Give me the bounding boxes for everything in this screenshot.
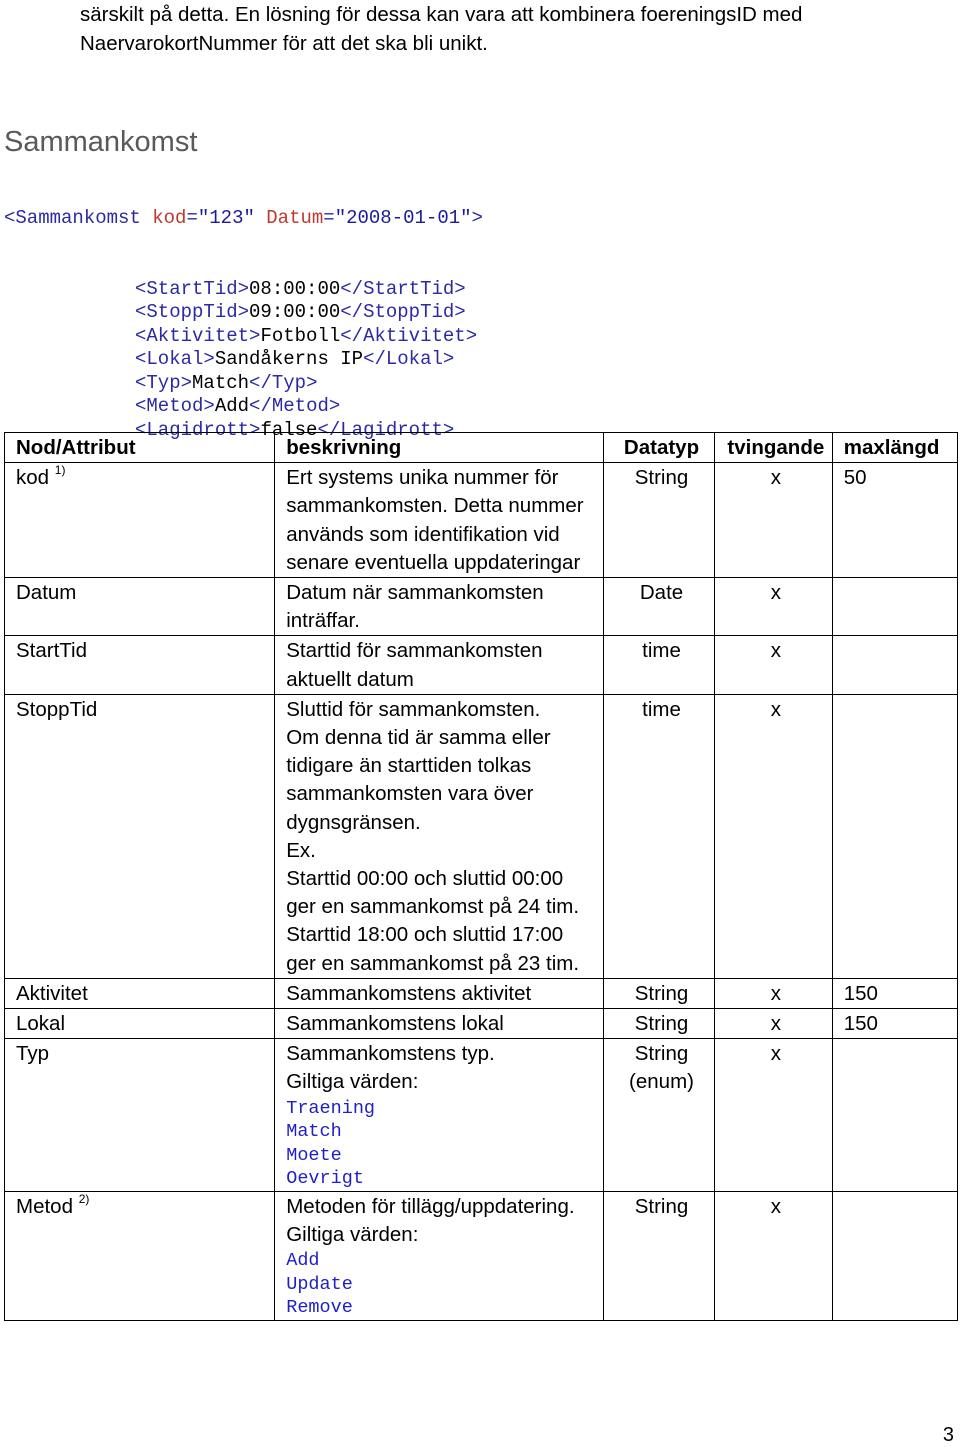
description-line: används som identifikation vid bbox=[286, 522, 560, 546]
required-mark: x bbox=[770, 1194, 781, 1218]
xml-tag: Aktivitet bbox=[146, 324, 250, 347]
cell-description bbox=[275, 578, 604, 636]
intro-text bbox=[80, 0, 940, 58]
enum-value: Update bbox=[286, 1273, 353, 1295]
cell-datatype bbox=[604, 636, 715, 694]
datatype-value: String bbox=[634, 981, 689, 1005]
table-body bbox=[5, 463, 958, 1320]
node-name: Typ bbox=[16, 1042, 50, 1066]
description-line: Giltiga värden: bbox=[286, 1222, 419, 1246]
table-row bbox=[5, 978, 958, 1008]
datatype-value: Date bbox=[639, 581, 684, 605]
cell-maxlength bbox=[832, 463, 957, 578]
datatype-value: String bbox=[634, 1042, 689, 1066]
intro-line-2: NaervarokortNummer för att det ska bli unikt. bbox=[80, 32, 488, 55]
xml-tag: Lokal bbox=[385, 348, 443, 370]
xml-root-tag: Sammankomst bbox=[15, 207, 141, 229]
description-line: Sammankomstens lokal bbox=[286, 1012, 504, 1036]
enum-value: Add bbox=[286, 1250, 320, 1272]
cell-description bbox=[275, 1191, 604, 1320]
cell-required bbox=[714, 463, 832, 578]
description-line: tidigare än starttiden tolkas bbox=[286, 754, 532, 778]
xml-value: Match bbox=[192, 371, 250, 394]
cell-node bbox=[5, 636, 275, 694]
description-line: Sluttid för sammankomsten. bbox=[286, 697, 541, 721]
xml-tag: Aktivitet bbox=[363, 324, 466, 347]
maxlength-value: 150 bbox=[843, 1012, 878, 1036]
datatype-value: String bbox=[634, 1194, 689, 1218]
cell-maxlength bbox=[832, 636, 957, 694]
required-mark: x bbox=[770, 1042, 781, 1066]
table-row bbox=[5, 694, 958, 978]
cell-required bbox=[714, 694, 832, 978]
xml-element-line: <Typ>Match</Typ> bbox=[135, 371, 318, 394]
header-maxlength: maxlängd bbox=[832, 433, 957, 463]
xml-example bbox=[4, 160, 483, 466]
cell-description bbox=[275, 463, 604, 578]
description-line: Sammankomstens aktivitet bbox=[286, 981, 532, 1005]
node-name: Aktivitet bbox=[16, 981, 88, 1005]
cell-maxlength bbox=[832, 978, 957, 1008]
footnote-marker: 1) bbox=[54, 463, 66, 478]
xml-value: Add bbox=[214, 395, 250, 417]
description-line: inträffar. bbox=[286, 609, 360, 633]
cell-maxlength bbox=[832, 1009, 957, 1039]
xml-value: Fotboll bbox=[260, 324, 341, 347]
description-line: Starttid 18:00 och sluttid 17:00 bbox=[286, 923, 564, 947]
cell-description bbox=[275, 636, 604, 694]
table-row bbox=[5, 463, 958, 578]
xml-tag: StoppTid bbox=[363, 301, 455, 323]
cell-datatype bbox=[604, 694, 715, 978]
xml-open-line: <Sammankomst kod="123" Datum="2008-01-01"> bbox=[4, 207, 483, 229]
description-line: sammankomsten vara över bbox=[286, 782, 534, 806]
xml-attr-value: "123" bbox=[197, 207, 255, 229]
xml-attr-name: kod bbox=[152, 207, 187, 229]
xml-element-line: <Metod>Add</Metod> bbox=[135, 395, 341, 417]
xml-tag: Typ bbox=[146, 371, 181, 394]
xml-element-line: <Aktivitet>Fotboll</Aktivitet> bbox=[135, 324, 478, 347]
cell-required bbox=[714, 578, 832, 636]
table-row bbox=[5, 1039, 958, 1191]
cell-datatype bbox=[604, 463, 715, 578]
datatype-value: time bbox=[642, 697, 681, 721]
enum-value: Match bbox=[286, 1121, 342, 1143]
xml-tag: Lagidrott bbox=[146, 418, 250, 441]
cell-maxlength bbox=[832, 1039, 957, 1191]
node-name: StartTid bbox=[16, 639, 88, 663]
node-name: Datum bbox=[16, 581, 77, 605]
description-line: Giltiga värden: bbox=[286, 1070, 419, 1094]
cell-description bbox=[275, 978, 604, 1008]
description-line: dygnsgränsen. bbox=[286, 810, 421, 834]
xml-tag: Lokal bbox=[146, 348, 204, 370]
description-line: ger en sammankomst på 24 tim. bbox=[286, 895, 580, 919]
cell-node bbox=[5, 1039, 275, 1191]
node-name: StoppTid bbox=[16, 697, 98, 721]
cell-description bbox=[275, 694, 604, 978]
table-row bbox=[5, 636, 958, 694]
datatype-value: time bbox=[642, 639, 681, 663]
table-row bbox=[5, 1009, 958, 1039]
cell-node bbox=[5, 1191, 275, 1320]
cell-node bbox=[5, 978, 275, 1008]
enum-value: Oevrigt bbox=[286, 1168, 364, 1190]
datatype-value: String bbox=[634, 466, 689, 490]
cell-datatype bbox=[604, 1039, 715, 1191]
cell-required bbox=[714, 1009, 832, 1039]
cell-node bbox=[5, 1009, 275, 1039]
section-heading: Sammankomst bbox=[4, 126, 198, 158]
xml-value: Sandåkerns IP bbox=[214, 348, 364, 370]
node-name: kod bbox=[16, 466, 50, 490]
cell-required bbox=[714, 636, 832, 694]
datatype-value: String bbox=[634, 1012, 689, 1036]
cell-datatype bbox=[604, 1191, 715, 1320]
description-line: Datum när sammankomsten bbox=[286, 581, 544, 605]
cell-description bbox=[275, 1009, 604, 1039]
xml-element-line: <Lokal>Sandåkerns IP</Lokal> bbox=[135, 348, 455, 370]
description-line: Metoden för tillägg/uppdatering. bbox=[286, 1194, 575, 1218]
xml-element-line: <StoppTid>09:00:00</StoppTid> bbox=[135, 301, 466, 323]
description-line: Om denna tid är samma eller bbox=[286, 726, 551, 750]
xml-tag: Metod bbox=[146, 395, 204, 417]
table-row bbox=[5, 578, 958, 636]
description-line: sammankomsten. Detta nummer bbox=[286, 494, 584, 518]
required-mark: x bbox=[770, 697, 781, 721]
xml-tag: Metod bbox=[271, 395, 329, 417]
cell-maxlength bbox=[832, 578, 957, 636]
xml-tag: Lagidrott bbox=[340, 418, 443, 441]
cell-maxlength bbox=[832, 1191, 957, 1320]
cell-node bbox=[5, 578, 275, 636]
cell-node bbox=[5, 463, 275, 578]
required-mark: x bbox=[770, 581, 781, 605]
header-required: tvingande bbox=[714, 433, 832, 463]
intro-line-1: särskilt på detta. En lösning för dessa kan vara att kombinera foereningsID med bbox=[80, 3, 803, 26]
cell-required bbox=[714, 978, 832, 1008]
header-description: beskrivning bbox=[275, 433, 604, 463]
xml-element-line: <Lagidrott>false</Lagidrott> bbox=[135, 418, 455, 441]
description-line: Starttid för sammankomsten bbox=[286, 639, 543, 663]
node-name: Lokal bbox=[16, 1012, 66, 1036]
required-mark: x bbox=[770, 466, 781, 490]
cell-datatype bbox=[604, 978, 715, 1008]
cell-description bbox=[275, 1039, 604, 1191]
xml-tag: Typ bbox=[271, 371, 307, 394]
xml-element-line: <StartTid>08:00:00</StartTid> bbox=[135, 277, 466, 300]
description-line: Starttid 00:00 och sluttid 00:00 bbox=[286, 867, 564, 891]
table-row bbox=[5, 1191, 958, 1320]
page-number: 3 bbox=[942, 1424, 954, 1446]
cell-node bbox=[5, 694, 275, 978]
header-datatype: Datatyp bbox=[604, 433, 715, 463]
xml-tag: StoppTid bbox=[146, 301, 238, 323]
description-line: Ert systems unika nummer för bbox=[286, 466, 559, 490]
footnote-marker: 2) bbox=[78, 1191, 90, 1206]
xml-tag: StartTid bbox=[363, 277, 455, 300]
cell-datatype bbox=[604, 1009, 715, 1039]
description-line: Ex. bbox=[286, 838, 316, 862]
cell-required bbox=[714, 1039, 832, 1191]
xml-tag: StartTid bbox=[146, 277, 238, 300]
xml-attr-name: Datum bbox=[266, 207, 324, 229]
cell-maxlength bbox=[832, 694, 957, 978]
enum-value: Remove bbox=[286, 1297, 353, 1319]
description-line: Sammankomstens typ. bbox=[286, 1042, 495, 1066]
description-line: ger en sammankomst på 23 tim. bbox=[286, 951, 580, 975]
required-mark: x bbox=[770, 981, 781, 1005]
required-mark: x bbox=[770, 1012, 781, 1036]
maxlength-value: 150 bbox=[843, 981, 878, 1005]
xml-value: 09:00:00 bbox=[249, 301, 341, 323]
spec-table bbox=[4, 432, 958, 1321]
enum-value: Traening bbox=[286, 1097, 376, 1119]
node-name: Metod bbox=[16, 1194, 73, 1218]
xml-value: false bbox=[260, 418, 318, 441]
cell-datatype bbox=[604, 578, 715, 636]
required-mark: x bbox=[770, 639, 781, 663]
table-header-row bbox=[5, 433, 958, 463]
xml-attr-value: "2008-01-01" bbox=[334, 207, 472, 229]
cell-required bbox=[714, 1191, 832, 1320]
header-node: Nod/Attribut bbox=[5, 433, 275, 463]
description-line: aktuellt datum bbox=[286, 667, 414, 691]
maxlength-value: 50 bbox=[843, 466, 867, 490]
xml-value: 08:00:00 bbox=[249, 277, 341, 300]
datatype-qualifier: (enum) bbox=[629, 1070, 694, 1094]
xml-elements bbox=[4, 278, 483, 443]
enum-value: Moete bbox=[286, 1144, 342, 1166]
description-line: senare eventuella uppdateringar bbox=[286, 550, 581, 574]
